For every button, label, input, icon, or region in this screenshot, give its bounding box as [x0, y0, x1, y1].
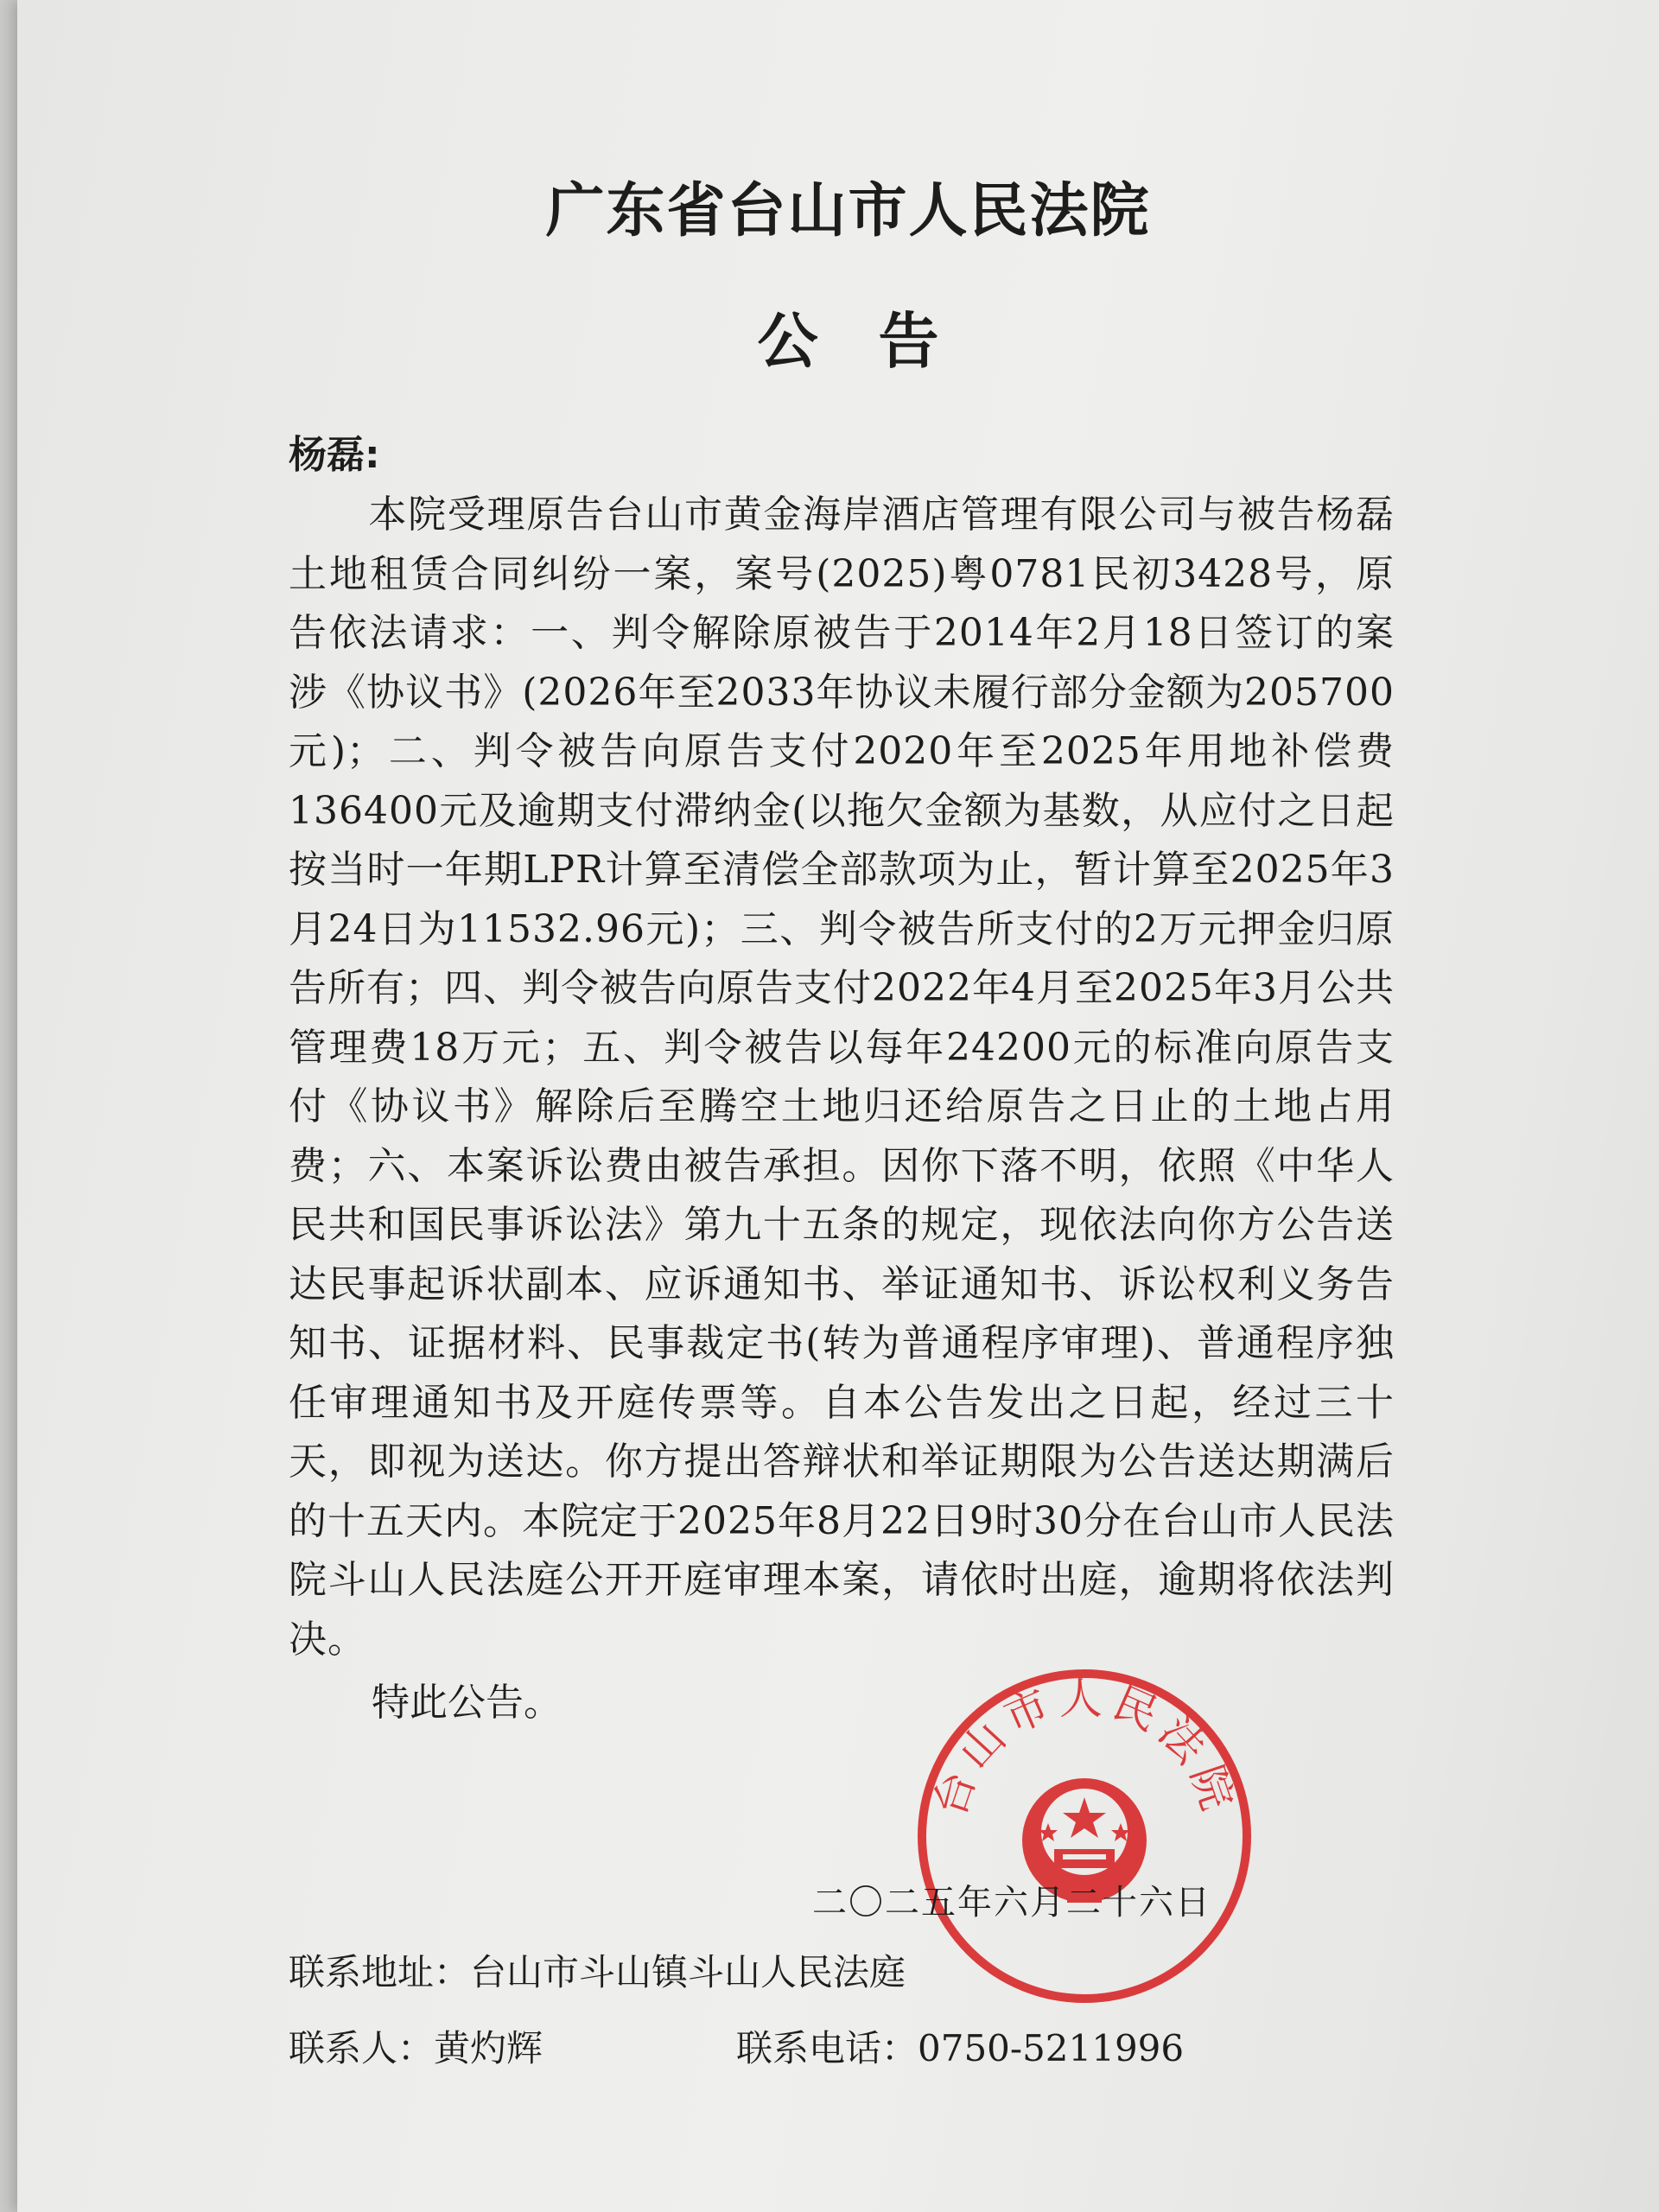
addressee: 杨磊: — [289, 433, 380, 477]
seal-text: 台山市人民法院 — [924, 1673, 1245, 1823]
court-name: 广东省台山市人民法院 — [545, 177, 1151, 245]
issue-date: 二〇二五年六月二十六日 — [812, 1883, 1211, 1923]
document-content — [289, 164, 1395, 1733]
contact-phone: 联系电话：0750-5211996 — [736, 2027, 1185, 2069]
notice-body: 本院受理原告台山市黄金海岸酒店管理有限公司与被告杨磊土地租赁合同纠纷一案，案号(2025)粤0781民初3428号，原告依法请求：一、判令解除原被告于2014年2月18日签订的案涉《协议书》(2026年至2033年协议未履行部分金额为205700元)；二、判令被告向原告支付2020年至2025年用地补偿费136400元及逾期支付滞纳金(以拖欠金额为基数，从应付之日起按当时一年期LPR计算至清偿全部款项为止，暂计算至2025年3月24日为11532.96元)；三、判令被告所支付的2万元押金归原告所有；四、判令被告向原告支付2022年4月至2025年3月公共管理费18万元；五、判令被告以每年24200元的标准向原告支付《协议书》解除后至腾空土地归还给原告之日止的土地占用费；六、本案诉讼费由被告承担。因你下落不明，依照《中华人民共和国民事诉讼法》第九十五条的规定，现依法向你方公告送达民事起诉状副本、应诉通知书、举证通知书、诉讼权利义务告知书、证据材料、民事裁定书(转为普通程序审理)、普通程序独任审理通知书及开庭传票等。自本公告发出之日起，经过三十天，即视为送达。你方提出答辩状和举证期限为公告送达期满后的十五天内。本院定于2025年8月22日9时30分在台山市人民法院斗山人民法庭公开开庭审理本案，请依时出庭，逾期将依法判决。 — [289, 493, 1395, 1662]
document-type: 公 告 — [757, 306, 939, 377]
closing-phrase: 特此公告。 — [372, 1681, 562, 1725]
contact-person: 联系人：黄灼辉 — [289, 2027, 543, 2069]
contact-address: 联系地址：台山市斗山镇斗山人民法庭 — [289, 1951, 906, 1993]
paper-sheet — [17, 0, 1659, 2212]
court-seal-stamp — [907, 1659, 1262, 2013]
